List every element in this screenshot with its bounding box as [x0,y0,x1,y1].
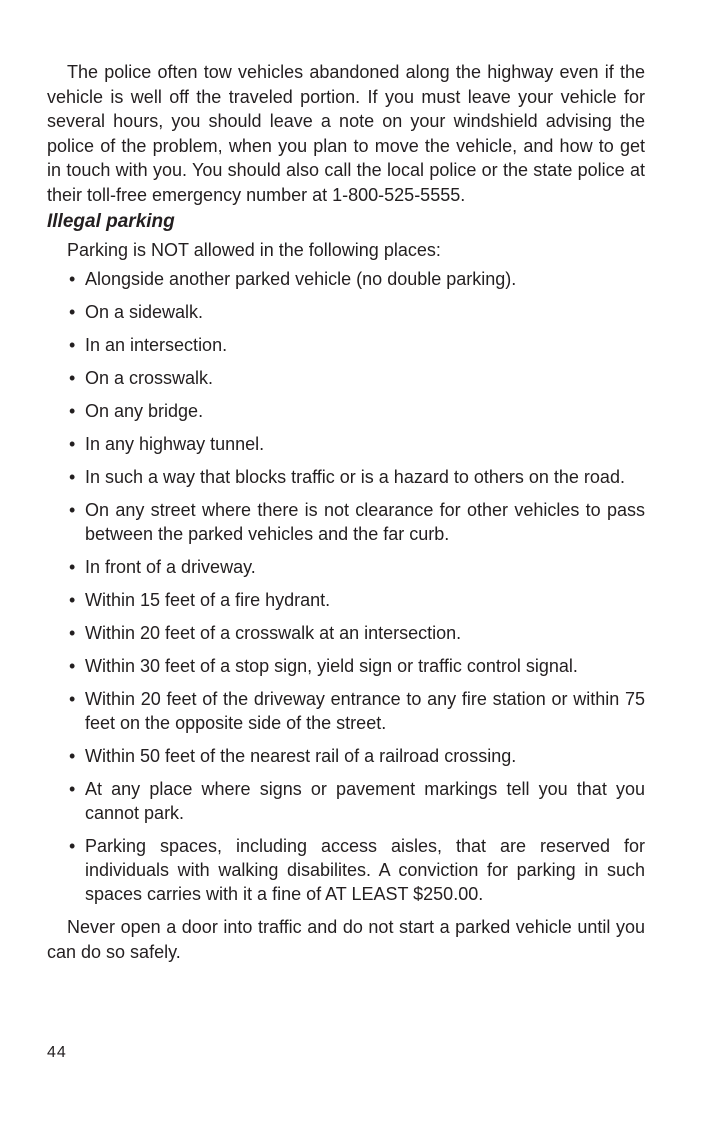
section-lead: Parking is NOT allowed in the following places: [67,240,441,260]
list-item [67,300,645,324]
list-item-text: Within 15 feet of a fire hydrant. [85,590,331,610]
bullet-icon: • [69,623,76,643]
document-page [47,60,645,964]
list-item [67,687,645,735]
bullet-icon: • [69,335,76,355]
list-item-text: Within 50 feet of the nearest rail of a railroad crossing. [85,746,517,766]
list-item-text: At any place where signs or pavement markings tell you that you cannot park. [85,779,645,823]
list-item-text: On any street where there is not clearance for other vehicles to pass between the parked vehicles and the far curb. [85,500,645,544]
list-item [67,744,645,768]
bullet-icon: • [69,836,76,856]
list-item [67,588,645,612]
list-item [67,498,645,546]
list-item-text: In any highway tunnel. [85,434,265,454]
list-item-text: Alongside another parked vehicle (no double parking). [85,269,517,289]
list-item [67,333,645,357]
bullet-icon: • [69,779,76,799]
bullet-icon: • [69,590,76,610]
list-item-text: On any bridge. [85,401,204,421]
list-item [67,555,645,579]
bullet-icon: • [69,269,76,289]
list-item-text: In such a way that blocks traffic or is a hazard to others on the road. [85,467,625,487]
list-item [67,834,645,906]
list-item [67,621,645,645]
intro-paragraph: The police often tow vehicles abandoned along the highway even if the vehicle is well off the traveled portion. If you must leave your vehicle for several hours, you should leave a note on your windshield advising the police of the problem, when you plan to move the vehicle, and how to get in touch with you. You should also call the local police or the state police at their toll-free emergency number at 1-800-525-5555. [47,62,645,205]
bullet-icon: • [69,302,76,322]
list-item-text: Within 20 feet of the driveway entrance to any fire station or within 75 feet on the opposite side of the street. [85,689,645,733]
bullet-icon: • [69,434,76,454]
list-item-text: In front of a driveway. [85,557,256,577]
list-item-text: Parking spaces, including access aisles, that are reserved for individuals with walking disabilites. A conviction for parking in such spaces carries with it a fine of AT LEAST $250.00. [85,836,645,904]
bullet-icon: • [69,557,76,577]
list-item [67,366,645,390]
list-item [67,777,645,825]
bullet-icon: • [69,467,76,487]
list-item-text: Within 30 feet of a stop sign, yield sign or traffic control signal. [85,656,578,676]
section-heading: Illegal parking [47,211,175,232]
bullet-icon: • [69,500,76,520]
list-item [67,654,645,678]
bullet-icon: • [69,401,76,421]
list-item-text: On a sidewalk. [85,302,204,322]
bullet-icon: • [69,368,76,388]
bullet-icon: • [69,656,76,676]
list-item [67,399,645,423]
list-item [67,267,645,291]
illegal-parking-list [47,267,645,906]
list-item-text: Within 20 feet of a crosswalk at an intersection. [85,623,462,643]
list-item-text: On a crosswalk. [85,368,214,388]
bullet-icon: • [69,746,76,766]
closing-paragraph: Never open a door into traffic and do not start a parked vehicle until you can do so safely. [47,917,645,962]
list-item [67,465,645,489]
list-item-text: In an intersection. [85,335,228,355]
list-item [67,432,645,456]
bullet-icon: • [69,689,76,709]
page-number: 44 [47,1044,67,1061]
